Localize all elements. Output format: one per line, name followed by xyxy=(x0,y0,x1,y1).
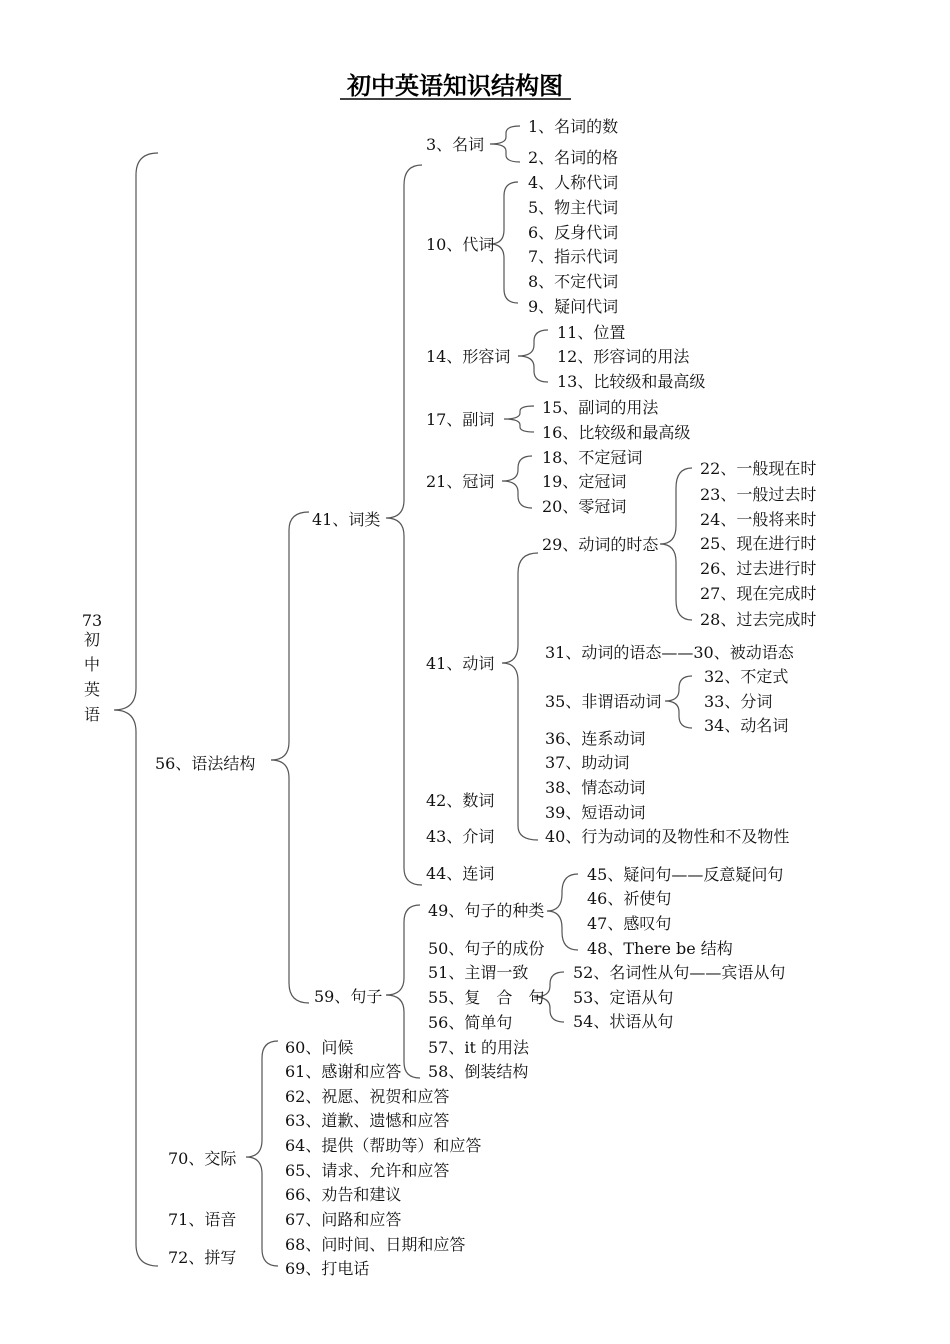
root-char-3: 英 xyxy=(83,680,101,699)
root-char-2: 中 xyxy=(83,655,101,674)
node-participle: 33、分词 xyxy=(704,692,773,711)
node-verb-tense: 29、动词的时态 xyxy=(542,535,659,554)
node-time-date: 68、问时间、日期和应答 xyxy=(285,1235,466,1254)
node-modal-verb: 38、情态动词 xyxy=(545,778,646,797)
node-sentences: 59、句子 xyxy=(314,987,383,1006)
node-present-perfect: 27、现在完成时 xyxy=(700,584,817,603)
node-demonstrative-pronoun: 7、指示代词 xyxy=(528,247,619,266)
node-sentence-types: 49、句子的种类 xyxy=(428,901,545,920)
brace-sentences xyxy=(386,905,420,1078)
node-exclamatory: 47、感叹句 xyxy=(587,914,672,933)
node-zero-article: 20、零冠词 xyxy=(542,497,627,516)
node-conjunction: 44、连词 xyxy=(426,864,495,883)
node-present-continuous: 25、现在进行时 xyxy=(700,534,817,553)
node-offer: 64、提供（帮助等）和应答 xyxy=(285,1136,482,1155)
node-gerund: 34、动名词 xyxy=(704,716,789,735)
node-linking-verb: 36、连系动词 xyxy=(545,729,646,748)
node-past-continuous: 26、过去进行时 xyxy=(700,559,817,578)
node-wishes: 62、祝愿、祝贺和应答 xyxy=(285,1087,450,1106)
brace-grammar xyxy=(271,512,309,1003)
node-sentence-elements: 50、句子的成份 xyxy=(428,939,545,958)
node-indefinite-article: 18、不定冠词 xyxy=(542,448,643,467)
node-simple-sentence: 56、简单句 xyxy=(428,1013,513,1032)
node-verb: 41、动词 xyxy=(426,654,495,673)
node-imperative: 46、祈使句 xyxy=(587,889,672,908)
node-adjective-position: 11、位置 xyxy=(557,323,626,342)
root-char-4: 语 xyxy=(83,705,101,724)
diagram-title: 初中英语知识结构图 xyxy=(347,71,563,100)
node-preposition: 43、介词 xyxy=(426,827,495,846)
root-char-1: 初 xyxy=(83,630,101,649)
brace-verb xyxy=(502,553,538,840)
node-noun: 3、名词 xyxy=(426,135,485,154)
node-adjective-comparison: 13、比较级和最高级 xyxy=(557,372,706,391)
node-tag-question: 45、疑问句——反意疑问句 xyxy=(587,865,784,884)
node-agreement: 51、主谓一致 xyxy=(428,963,529,982)
brace-root xyxy=(114,153,158,1266)
node-definite-article: 19、定冠词 xyxy=(542,472,627,491)
node-spelling: 72、拼写 xyxy=(168,1248,237,1267)
brace-tense xyxy=(660,468,692,620)
node-simple-future: 24、一般将来时 xyxy=(700,510,817,529)
node-thanks: 61、感谢和应答 xyxy=(285,1062,402,1081)
node-possessive-pronoun: 5、物主代词 xyxy=(528,198,619,217)
node-telephone: 69、打电话 xyxy=(285,1259,370,1278)
node-adverb-usage: 15、副词的用法 xyxy=(542,398,659,417)
node-adverb: 17、副词 xyxy=(426,410,495,429)
node-noun-case: 2、名词的格 xyxy=(528,148,619,167)
node-reflexive-pronoun: 6、反身代词 xyxy=(528,223,619,242)
node-verb-voice: 31、动词的语态——30、被动语态 xyxy=(545,643,794,662)
node-simple-past: 23、一般过去时 xyxy=(700,485,817,504)
brace-adjective xyxy=(518,330,548,382)
node-grammar-structure: 56、语法结构 xyxy=(155,754,256,773)
node-adjective-usage: 12、形容词的用法 xyxy=(557,347,690,366)
node-numeral: 42、数词 xyxy=(426,791,495,810)
brace-communication xyxy=(246,1041,278,1266)
node-adjective: 14、形容词 xyxy=(426,347,511,366)
brace-article xyxy=(502,456,532,508)
node-inversion: 58、倒装结构 xyxy=(428,1062,529,1081)
node-pronoun: 10、代词 xyxy=(426,235,495,254)
node-it-usage: 57、it 的用法 xyxy=(428,1038,529,1057)
node-communication: 70、交际 xyxy=(168,1149,237,1168)
brace-non-finite xyxy=(665,676,692,728)
root-number: 73 xyxy=(81,611,103,630)
node-apology: 63、道歉、遗憾和应答 xyxy=(285,1111,450,1130)
node-complex-sentence: 55、复 合 句 xyxy=(428,988,545,1007)
node-infinitive: 32、不定式 xyxy=(704,667,789,686)
brace-sentence-types xyxy=(547,874,578,950)
node-greeting: 60、问候 xyxy=(285,1038,354,1057)
node-directions: 67、问路和应答 xyxy=(285,1210,402,1229)
node-simple-present: 22、一般现在时 xyxy=(700,459,817,478)
node-personal-pronoun: 4、人称代词 xyxy=(528,173,619,192)
node-pronunciation: 71、语音 xyxy=(168,1210,237,1229)
node-transitivity: 40、行为动词的及物性和不及物性 xyxy=(545,827,790,846)
node-phrasal-verb: 39、短语动词 xyxy=(545,803,646,822)
node-indefinite-pronoun: 8、不定代词 xyxy=(528,272,619,291)
node-auxiliary-verb: 37、助动词 xyxy=(545,753,630,772)
node-request: 65、请求、允许和应答 xyxy=(285,1161,450,1180)
node-interrogative-pronoun: 9、疑问代词 xyxy=(528,297,619,316)
brace-noun xyxy=(490,126,520,162)
node-attributive-clause: 53、定语从句 xyxy=(573,988,674,1007)
node-word-classes: 41、词类 xyxy=(312,510,381,529)
node-non-finite-verb: 35、非谓语动词 xyxy=(545,692,662,711)
node-adverb-comparison: 16、比较级和最高级 xyxy=(542,423,691,442)
node-adverbial-clause: 54、状语从句 xyxy=(573,1012,674,1031)
node-advice: 66、劝告和建议 xyxy=(285,1185,402,1204)
node-past-perfect: 28、过去完成时 xyxy=(700,610,817,629)
brace-adverb xyxy=(504,406,534,432)
node-article: 21、冠词 xyxy=(426,472,495,491)
node-there-be: 48、There be 结构 xyxy=(587,939,733,958)
node-object-clause: 52、名词性从句——宾语从句 xyxy=(573,963,786,982)
node-noun-number: 1、名词的数 xyxy=(528,117,619,136)
brace-word-classes xyxy=(386,165,422,885)
